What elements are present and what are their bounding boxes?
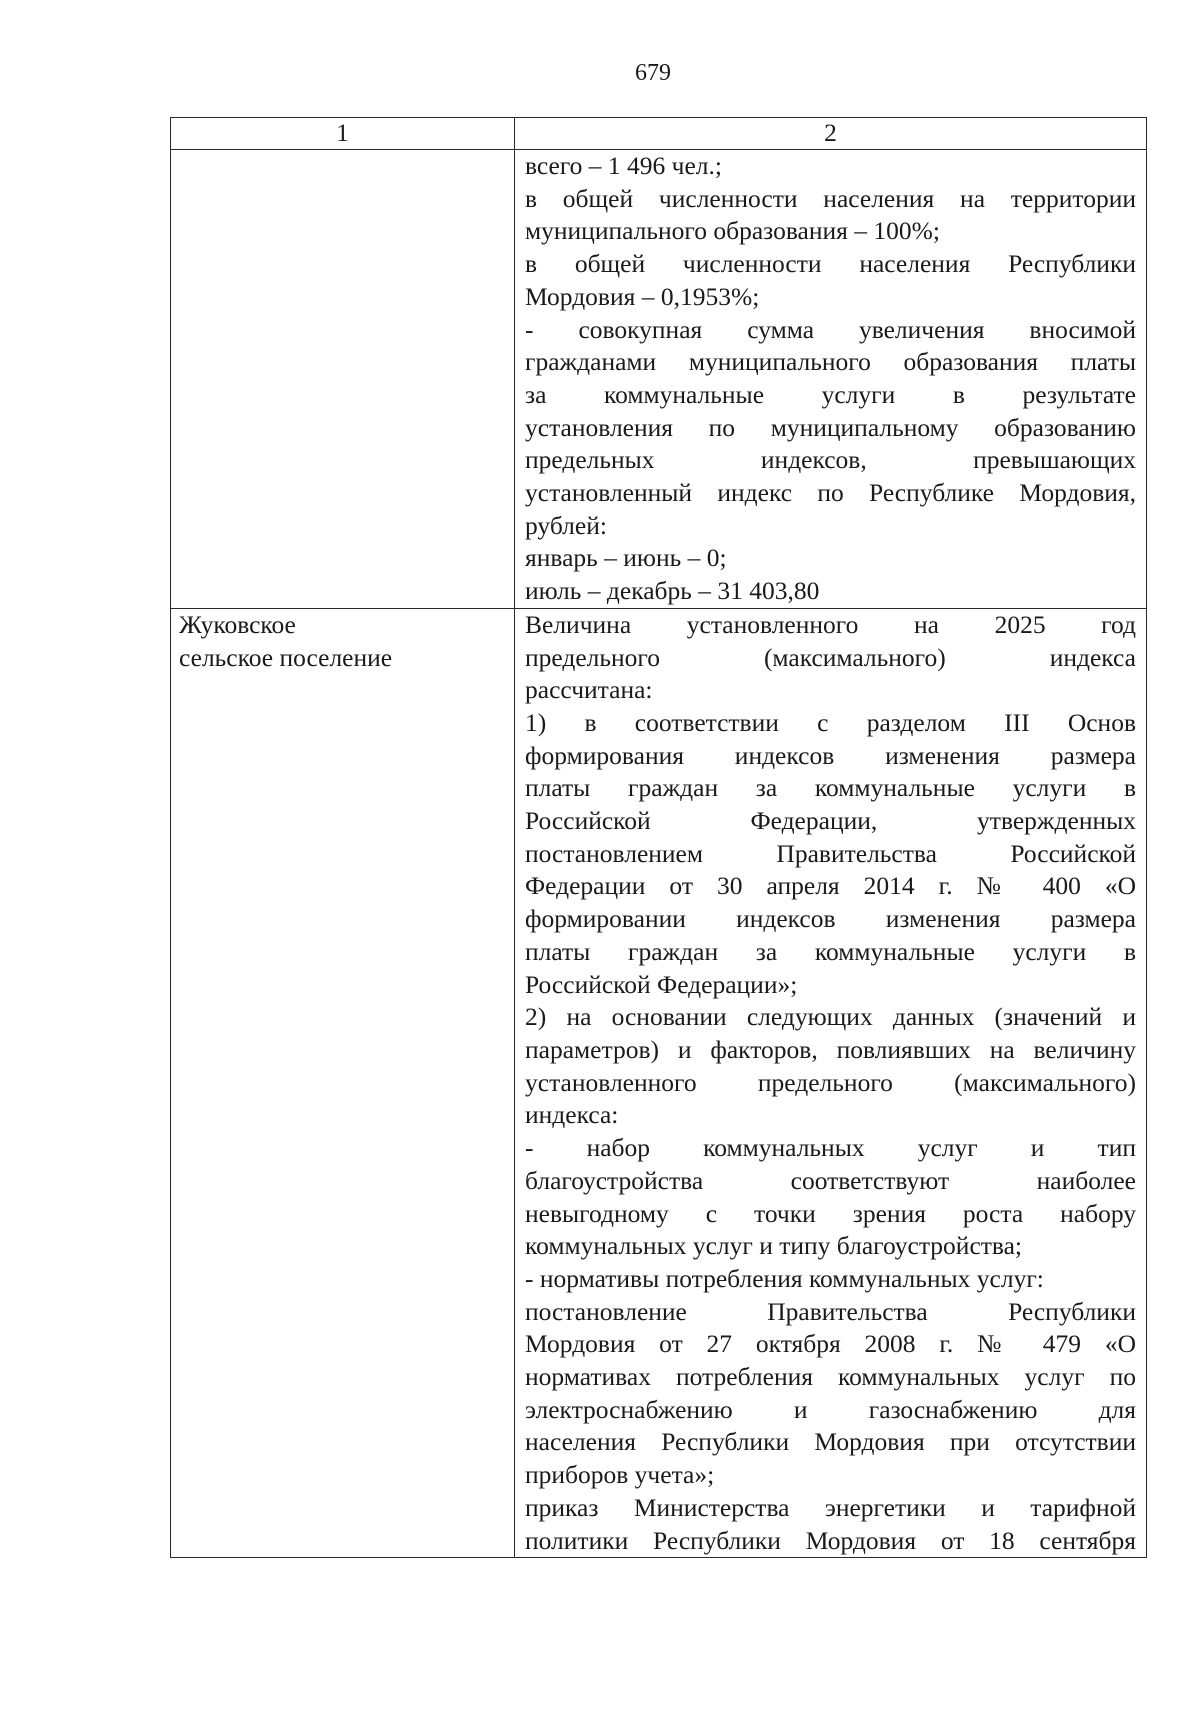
document-table	[170, 117, 1147, 1558]
text-line: - нормативы потребления коммунальных услуг:	[525, 1263, 1044, 1293]
text-line: индекса:	[525, 1100, 619, 1130]
text-line: приборов учета»;	[525, 1460, 715, 1490]
text-line: электроснабжению и газоснабжению для	[525, 1394, 1136, 1424]
text-line: постановлением Правительства Российской	[525, 838, 1136, 868]
text-line: Федерации от 30 апреля 2014 г. № 400 «О	[525, 871, 1136, 901]
text-line: нормативах потребления коммунальных услуг по	[525, 1362, 1136, 1392]
text-line: Мордовия от 27 октября 2008 г. № 479 «О	[525, 1329, 1136, 1359]
column-header-2: 2	[515, 118, 1147, 150]
text-line: населения Республики Мордовия при отсутствии	[525, 1427, 1136, 1457]
text-line: в общей численности населения на территории	[525, 183, 1136, 213]
text-line: платы граждан за коммунальные услуги в	[525, 936, 1136, 966]
text-line: формировании индексов изменения размера	[525, 904, 1136, 934]
text-line: Российской Федерации»;	[525, 969, 798, 999]
settlement-name-cell	[171, 608, 515, 1557]
text-line: Российской Федерации, утвержденных	[525, 806, 1136, 836]
text-line: установленный индекс по Республике Мордовия,	[525, 478, 1136, 508]
text-line: постановление Правительства Республики	[525, 1296, 1136, 1326]
text-line: Величина установленного на 2025 год	[525, 609, 1136, 639]
text-line: политики Республики Мордовия от 18 сентября	[525, 1525, 1136, 1555]
text-line: всего – 1 496 чел.;	[525, 151, 722, 180]
text-line: установления по муниципальному образованию	[525, 412, 1136, 442]
text-line: установленного предельного (максимального)	[525, 1067, 1136, 1097]
text-line: июль – декабрь – 31 403,80	[525, 576, 820, 606]
index-calculation-text-cell	[515, 608, 1147, 1557]
text-line: благоустройства соответствуют наиболее	[525, 1165, 1136, 1195]
text-line: предельных индексов, превышающих	[525, 445, 1136, 475]
table-row	[171, 150, 1147, 609]
text-line: платы граждан за коммунальные услуги в	[525, 773, 1136, 803]
column-header-1: 1	[171, 118, 515, 150]
text-line: 2) на основании следующих данных (значений и	[525, 1002, 1136, 1032]
settlement-name-cell	[171, 150, 515, 609]
indicator-text-cell	[515, 150, 1147, 609]
text-line: гражданами муниципального образования платы	[525, 347, 1136, 377]
page-number: 679	[635, 60, 671, 86]
text-line: рассчитана:	[525, 675, 653, 705]
table-row	[171, 608, 1147, 1557]
text-line: параметров) и факторов, повлиявших на величину	[525, 1034, 1136, 1064]
text-line: Мордовия – 0,1953%;	[525, 281, 760, 311]
text-line: муниципального образования – 100%;	[525, 216, 940, 246]
text-line: - совокупная сумма увеличения вносимой	[525, 314, 1136, 344]
text-line: невыгодному с точки зрения роста набору	[525, 1198, 1136, 1228]
settlement-name-line: сельское поселение	[179, 642, 393, 672]
text-line: формирования индексов изменения размера	[525, 740, 1136, 770]
text-line: 1) в соответствии с разделом III Основ	[525, 707, 1136, 737]
text-line: за коммунальные услуги в результате	[525, 379, 1136, 409]
text-line: - набор коммунальных услуг и тип	[525, 1133, 1136, 1163]
text-line: коммунальных услуг и типу благоустройства;	[525, 1231, 1023, 1261]
text-line: предельного (максимального) индекса	[525, 642, 1136, 672]
table-header-row	[171, 118, 1147, 150]
settlement-name-line: Жуковское	[179, 609, 296, 639]
text-line: в общей численности населения Республики	[525, 249, 1136, 279]
text-line: приказ Министерства энергетики и тарифной	[525, 1492, 1136, 1522]
text-line: январь – июнь – 0;	[525, 543, 727, 573]
text-line: рублей:	[525, 510, 607, 540]
